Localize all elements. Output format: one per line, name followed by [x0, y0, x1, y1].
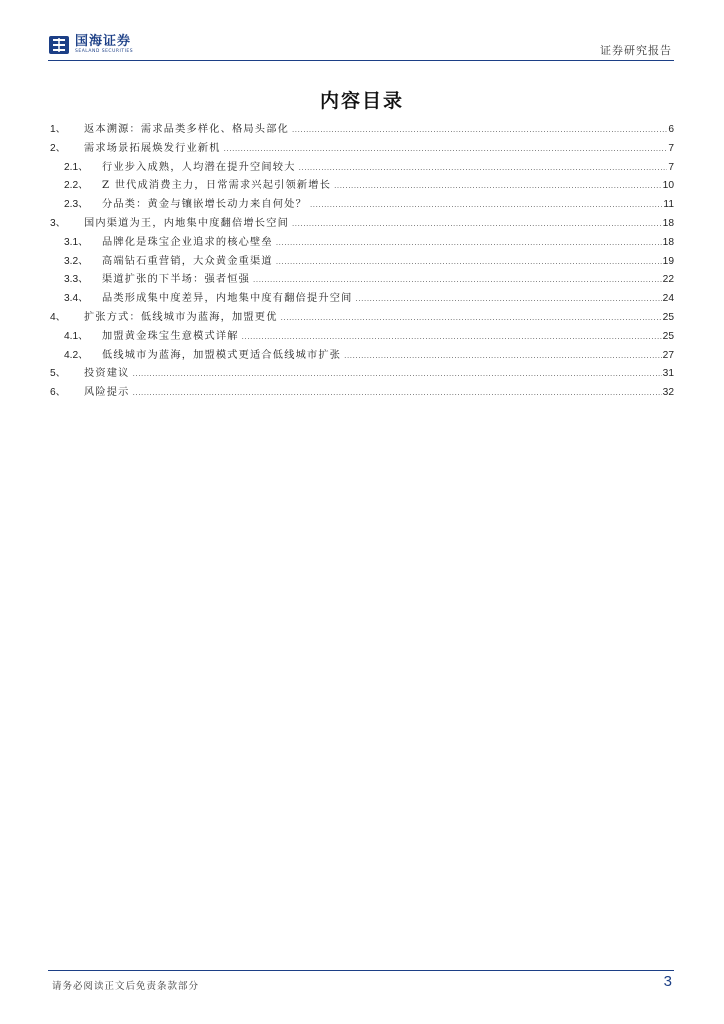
toc-entry-page: 7: [668, 142, 674, 154]
toc-entry-number: 2.2、: [64, 180, 89, 192]
toc-entry-page: 25: [662, 330, 674, 342]
toc-leader-dots: [276, 234, 662, 253]
toc-entry-number: 4、: [50, 311, 66, 323]
toc-entry-number: 3.2、: [64, 255, 89, 267]
toc-entry-page: 11: [663, 199, 674, 211]
toc-entry-number: 3.1、: [64, 236, 89, 248]
brand-logo: [48, 34, 133, 56]
toc-leader-dots: [276, 253, 662, 272]
toc-entry-text: 低线城市为蓝海，加盟模式更适合低线城市扩张: [102, 349, 342, 361]
brand-name-en: SEALAND SECURITIES: [75, 49, 134, 55]
toc-entry-number: 4.2、: [64, 349, 89, 361]
toc-leader-dots: [334, 177, 662, 196]
toc-entry[interactable]: [50, 177, 674, 196]
toc-entry-text: 返本溯源：需求品类多样化、格局头部化: [84, 124, 289, 135]
toc-entry[interactable]: [50, 384, 674, 403]
table-of-contents: [50, 121, 674, 403]
toc-entry[interactable]: [50, 121, 674, 140]
toc-entry-text: 国内渠道为王，内地集中度翻倍增长空间: [84, 217, 289, 229]
toc-entry-page: 24: [662, 293, 674, 305]
toc-entry-text: 分品类：黄金与镶嵌增长动力来自何处？: [102, 199, 307, 211]
toc-leader-dots: [344, 347, 662, 366]
page-header: [48, 30, 674, 61]
toc-entry-page: 31: [662, 368, 674, 380]
toc-entry-page: 10: [662, 180, 674, 192]
toc-entry-text: 品牌化是珠宝企业追求的核心壁垒: [102, 236, 273, 248]
toc-leader-dots: [133, 365, 662, 384]
toc-entry-number: 3、: [50, 217, 66, 229]
page-footer: [48, 970, 674, 993]
toc-entry-text: 需求场景拓展焕发行业新机: [84, 142, 221, 154]
toc-entry[interactable]: [50, 328, 674, 347]
toc-entry-text: 投资建议: [84, 368, 130, 380]
toc-entry-number: 2、: [50, 142, 66, 154]
toc-leader-dots: [299, 159, 668, 178]
toc-leader-dots: [292, 121, 667, 140]
report-type-label: 证券研究报告: [600, 44, 672, 57]
toc-entry-page: 27: [662, 349, 674, 361]
toc-entry-page: 18: [662, 236, 674, 248]
toc-leader-dots: [224, 140, 668, 159]
toc-entry-text: 渠道扩张的下半场：强者恒强: [102, 274, 251, 286]
toc-entry-text: Z 世代成消费主力，日常需求兴起引领新增长: [102, 180, 332, 192]
sealand-logo-icon: [48, 34, 70, 56]
toc-entry-text: 品类形成集中度差异，内地集中度有翻倍提升空间: [102, 293, 353, 305]
toc-entry[interactable]: [50, 159, 674, 178]
toc-entry[interactable]: [50, 290, 674, 309]
toc-entry-text: 高端钻石重营销，大众黄金重渠道: [102, 255, 273, 267]
toc-entry-page: 7: [668, 161, 674, 173]
toc-entry-text: 行业步入成熟，人均潜在提升空间较大: [102, 161, 296, 173]
toc-leader-dots: [356, 290, 662, 309]
toc-leader-dots: [310, 196, 662, 215]
toc-leader-dots: [253, 271, 662, 290]
toc-entry[interactable]: [50, 253, 674, 272]
brand-name-cn: 国海证券: [75, 34, 132, 50]
toc-leader-dots: [133, 384, 662, 403]
toc-leader-dots: [292, 215, 662, 234]
toc-entry-page: 32: [662, 387, 674, 399]
toc-title: 内容目录: [319, 90, 404, 112]
toc-entry[interactable]: [50, 347, 674, 366]
toc-entry-number: 1、: [50, 124, 66, 135]
toc-entry[interactable]: [50, 271, 674, 290]
toc-entry[interactable]: [50, 309, 674, 328]
toc-leader-dots: [242, 328, 662, 347]
toc-entry-text: 加盟黄金珠宝生意模式详解: [102, 330, 239, 342]
disclaimer-note: 请务必阅读正文后免责条款部分: [52, 981, 200, 992]
toc-entry-number: 3.3、: [64, 274, 89, 286]
toc-entry-page: 18: [662, 217, 674, 229]
toc-entry-text: 风险提示: [84, 387, 130, 399]
toc-entry-page: 25: [662, 311, 674, 323]
toc-entry-number: 3.4、: [64, 293, 89, 305]
toc-entry-number: 4.1、: [64, 330, 89, 342]
page-number: 3: [663, 973, 672, 990]
toc-entry-number: 2.3、: [64, 199, 89, 211]
toc-entry-page: 22: [662, 274, 674, 286]
toc-entry[interactable]: [50, 140, 674, 159]
toc-entry-number: 2.1、: [64, 161, 89, 173]
toc-leader-dots: [281, 309, 662, 328]
toc-entry[interactable]: [50, 234, 674, 253]
toc-entry[interactable]: [50, 365, 674, 384]
toc-entry-number: 6、: [50, 387, 66, 399]
toc-entry[interactable]: [50, 215, 674, 234]
toc-entry[interactable]: [50, 196, 674, 215]
toc-entry-number: 5、: [50, 368, 66, 380]
toc-entry-page: 6: [668, 124, 674, 135]
toc-entry-text: 扩张方式：低线城市为蓝海，加盟更优: [84, 311, 278, 323]
toc-entry-page: 19: [662, 255, 674, 267]
